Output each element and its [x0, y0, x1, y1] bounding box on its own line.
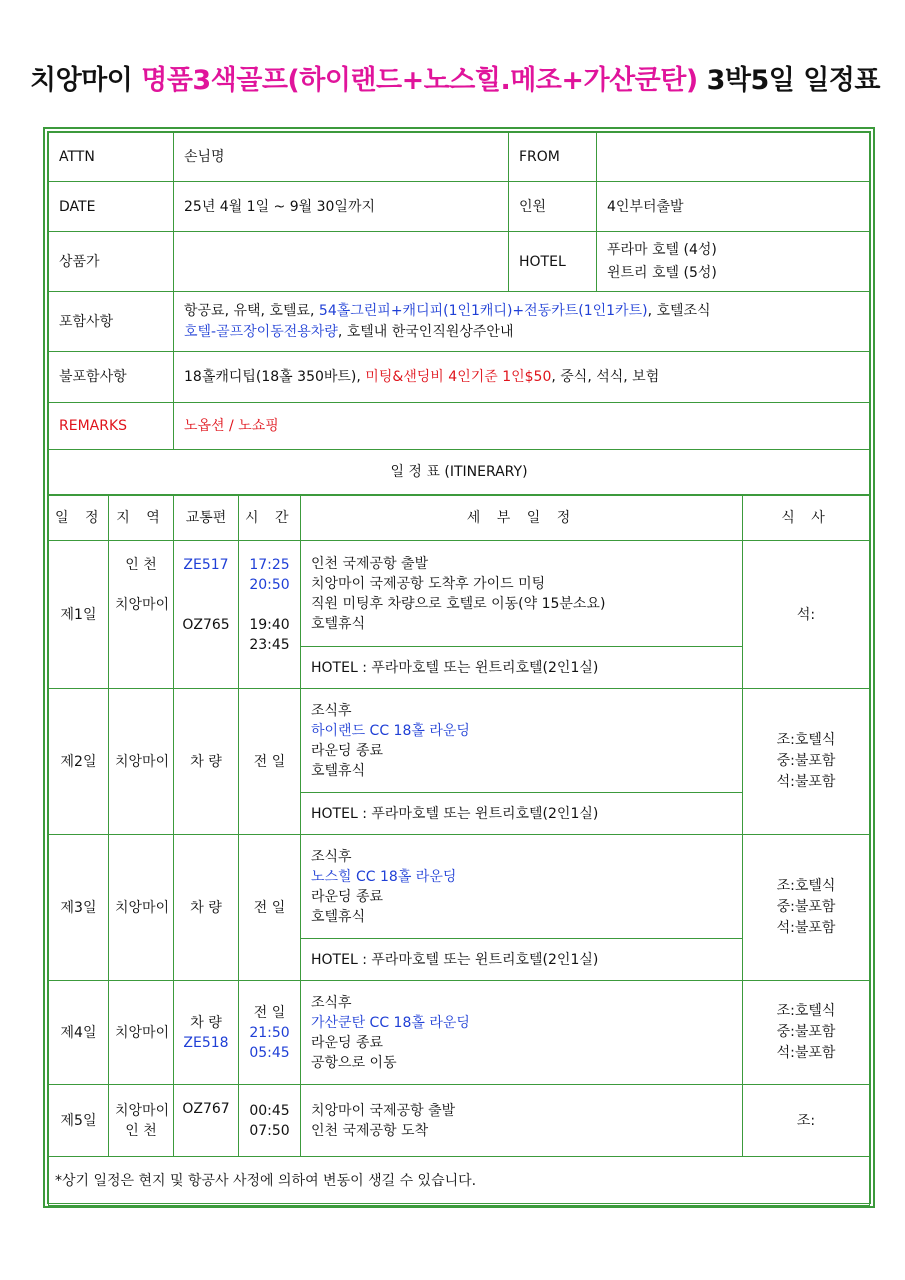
title-region: 치앙마이 — [30, 65, 142, 96]
day1-time-3: 19:40 — [249, 617, 290, 633]
page-title — [30, 58, 890, 97]
day4-detail-3: 라운딩 종료 — [311, 1034, 384, 1051]
excluded-label: 불포함사항 — [49, 352, 174, 403]
excluded-meeting-fee: 미팅&샌딩비 4인기준 1인$50 — [365, 369, 552, 385]
day5-time — [239, 1085, 301, 1157]
day5-time-1: 00:45 — [249, 1102, 290, 1119]
day3-meal-1: 조:호텔식 — [776, 878, 836, 894]
itinerary-header-row — [49, 496, 870, 541]
excluded-tip: 18홀캐디팁(18홀 350바트), — [184, 369, 366, 385]
title-duration: 3박5일 일정표 — [697, 65, 880, 96]
itinerary-title: 일 정 표 (ITINERARY) — [49, 450, 870, 495]
day1-region-1: 인 천 — [125, 557, 157, 573]
day3-meal-2: 중:불포함 — [776, 899, 836, 915]
day3-meal — [743, 835, 870, 981]
day1-row — [49, 541, 870, 647]
price-value — [174, 232, 509, 292]
day4-transport-1: 차 량 — [190, 1014, 222, 1031]
day4-meal-3: 석:불포함 — [776, 1045, 836, 1061]
day5-flight: OZ767 — [174, 1085, 239, 1157]
hotel-line-1: 푸라마 호텔 (4성) — [607, 241, 717, 258]
day2-meal-3: 석:불포함 — [776, 774, 836, 790]
day1-hotel-note: HOTEL : 푸라마호텔 또는 윈트리호텔(2인1실) — [301, 647, 743, 689]
day5-time-2: 07:50 — [249, 1122, 290, 1139]
day3-row — [49, 835, 870, 939]
day4-time — [239, 981, 301, 1085]
day2-region: 치앙마이 — [109, 689, 174, 835]
day2-hotel-note: HOTEL : 푸라마호텔 또는 윈트리호텔(2인1실) — [301, 793, 743, 835]
day3-transport: 차 량 — [174, 835, 239, 981]
day1-region — [109, 541, 174, 689]
included-staff: , 호텔내 한국인직원상주안내 — [337, 323, 514, 340]
date-label: DATE — [49, 182, 174, 232]
day1-detail-3: 직원 미팅후 차량으로 호텔로 이동(약 15분소요) — [311, 595, 606, 612]
date-value: 25년 4월 1일 ~ 9월 30일까지 — [174, 182, 509, 232]
day1-meal: 석: — [743, 541, 870, 689]
day3-hotel-note: HOTEL : 푸라마호텔 또는 윈트리호텔(2인1실) — [301, 939, 743, 981]
hotel-value — [597, 232, 870, 292]
day1-flight-2: OZ765 — [182, 617, 230, 633]
day1-time-2: 20:50 — [249, 577, 290, 593]
day4-meal — [743, 981, 870, 1085]
header-transport: 교통편 — [174, 496, 239, 541]
day1-label: 제1일 — [49, 541, 109, 689]
price-label: 상품가 — [49, 232, 174, 292]
hotel-line-2: 윈트리 호텔 (5성) — [607, 264, 717, 281]
day1-detail — [301, 541, 743, 647]
included-label: 포함사항 — [49, 292, 174, 352]
day2-detail-4: 호텔휴식 — [311, 762, 366, 779]
day2-detail — [301, 689, 743, 793]
excluded-value — [174, 352, 870, 403]
attn-label: ATTN — [49, 133, 174, 182]
day3-detail-2: 노스힐 CC 18홀 라운딩 — [311, 868, 457, 885]
day4-region: 치앙마이 — [109, 981, 174, 1085]
remarks-label: REMARKS — [49, 403, 174, 450]
day4-transport — [174, 981, 239, 1085]
day1-region-2: 치앙마이 — [115, 597, 170, 613]
day4-detail-2: 가산쿤탄 CC 18홀 라운딩 — [311, 1014, 470, 1031]
excluded-other: , 중식, 석식, 보험 — [551, 369, 660, 385]
day5-detail-1: 치앙마이 국제공항 출발 — [311, 1102, 456, 1119]
day2-meal — [743, 689, 870, 835]
day3-time: 전 일 — [239, 835, 301, 981]
included-golf: 54홀그린피+캐디피(1인1캐디)+전동카트(1인1카트) — [318, 302, 648, 319]
people-value: 4인부터출발 — [597, 182, 870, 232]
day4-time-3: 05:45 — [249, 1044, 290, 1061]
itinerary-table — [48, 495, 870, 1206]
day4-row — [49, 981, 870, 1085]
day4-time-1: 전 일 — [253, 1004, 286, 1021]
day3-detail — [301, 835, 743, 939]
remarks-value: 노옵션 / 노쇼핑 — [174, 403, 870, 450]
day5-row — [49, 1085, 870, 1157]
day2-detail-1: 조식후 — [311, 702, 352, 719]
day5-region — [109, 1085, 174, 1157]
day1-detail-2: 치앙마이 국제공항 도착후 가이드 미팅 — [311, 575, 546, 592]
day3-detail-3: 라운딩 종료 — [311, 888, 384, 905]
people-label: 인원 — [509, 182, 597, 232]
schedule-frame — [43, 127, 875, 1208]
day2-label: 제2일 — [49, 689, 109, 835]
header-day: 일 정 — [49, 496, 109, 541]
info-table — [48, 132, 870, 495]
day1-flights — [174, 541, 239, 689]
day3-region: 치앙마이 — [109, 835, 174, 981]
header-meal: 식 사 — [743, 496, 870, 541]
day5-meal: 조: — [743, 1085, 870, 1157]
day4-label: 제4일 — [49, 981, 109, 1085]
included-basic: 항공료, 유택, 호텔료, — [184, 302, 319, 319]
day2-transport: 차 량 — [174, 689, 239, 835]
day4-detail-1: 조식후 — [311, 994, 352, 1011]
from-label: FROM — [509, 133, 597, 182]
day1-flight-1: ZE517 — [183, 557, 229, 573]
day1-time-1: 17:25 — [249, 557, 290, 573]
day2-detail-2: 하이랜드 CC 18홀 라운딩 — [311, 722, 470, 739]
footnote: *상기 일정은 현지 및 항공사 사정에 의하여 변동이 생길 수 있습니다. — [49, 1157, 870, 1206]
day2-meal-2: 중:불포함 — [776, 753, 836, 769]
included-value — [174, 292, 870, 352]
day4-time-2: 21:50 — [249, 1024, 290, 1041]
day5-region-2: 인 천 — [125, 1122, 157, 1139]
day1-times — [239, 541, 301, 689]
day2-meal-1: 조:호텔식 — [776, 732, 836, 748]
day3-label: 제3일 — [49, 835, 109, 981]
day1-detail-1: 인천 국제공항 출발 — [311, 555, 429, 572]
day2-time: 전 일 — [239, 689, 301, 835]
day2-detail-3: 라운딩 종료 — [311, 742, 384, 759]
included-transfer: 호텔-골프장이동전용차량 — [184, 323, 338, 340]
header-region: 지 역 — [109, 496, 174, 541]
day1-detail-4: 호텔휴식 — [311, 615, 366, 632]
day5-label: 제5일 — [49, 1085, 109, 1157]
day1-time-4: 23:45 — [249, 637, 290, 653]
hotel-label: HOTEL — [509, 232, 597, 292]
day2-row — [49, 689, 870, 793]
header-detail: 세 부 일 정 — [301, 496, 743, 541]
day4-detail-4: 공항으로 이동 — [311, 1054, 397, 1071]
day5-detail — [301, 1085, 743, 1157]
day4-flight: ZE518 — [183, 1034, 229, 1051]
day5-detail-2: 인천 국제공항 도착 — [311, 1122, 429, 1139]
header-time: 시 간 — [239, 496, 301, 541]
included-breakfast: , 호텔조식 — [647, 302, 711, 319]
attn-value: 손님명 — [174, 133, 509, 182]
day3-meal-3: 석:불포함 — [776, 920, 836, 936]
title-product: 명품3색골프(하이랜드+노스힐.메조+가산쿤탄) — [141, 65, 698, 96]
day5-region-1: 치앙마이 — [115, 1102, 170, 1119]
from-value — [597, 133, 870, 182]
day4-meal-2: 중:불포함 — [776, 1024, 836, 1040]
day4-meal-1: 조:호텔식 — [776, 1003, 836, 1019]
day3-detail-4: 호텔휴식 — [311, 908, 366, 925]
day3-detail-1: 조식후 — [311, 848, 352, 865]
day4-detail — [301, 981, 743, 1085]
